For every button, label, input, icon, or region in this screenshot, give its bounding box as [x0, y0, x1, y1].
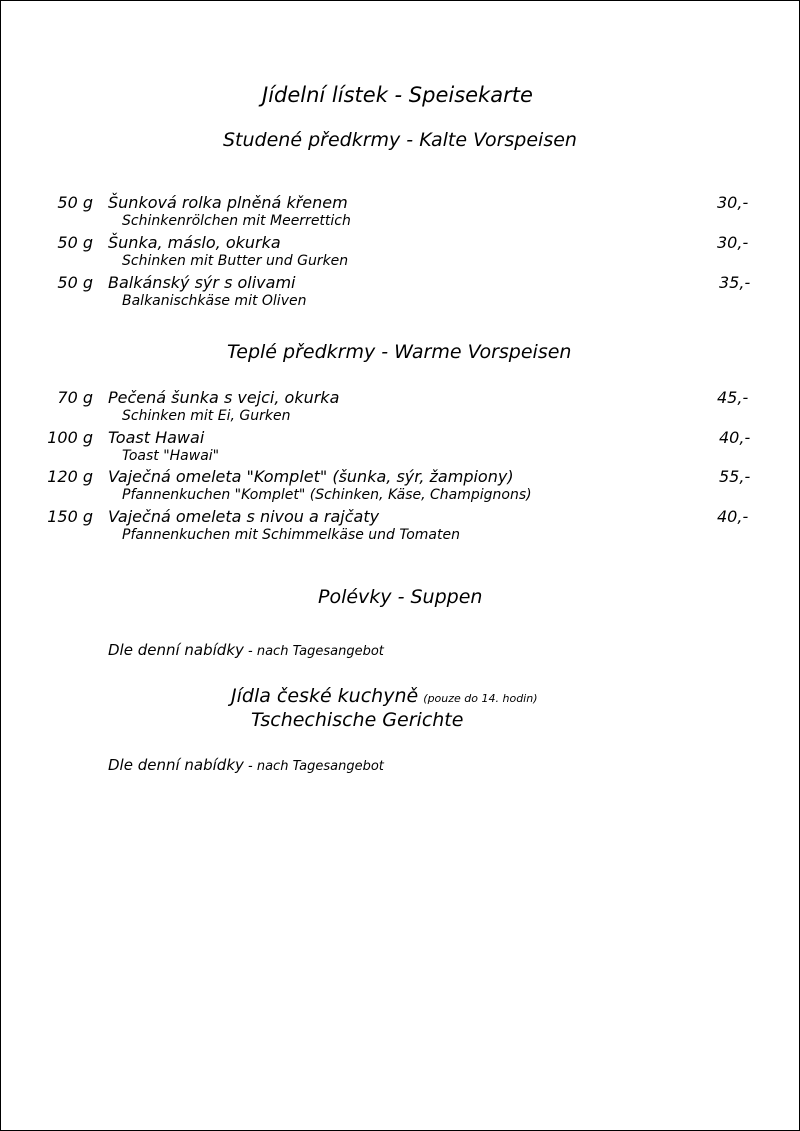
item-name: Šunka, máslo, okurka: [108, 233, 281, 252]
item-price: 30,-: [717, 193, 749, 212]
item-weight: 70 g: [57, 388, 93, 407]
item-subtitle: Schinken mit Ei, Gurken: [122, 408, 291, 424]
item-weight: 50 g: [57, 233, 93, 252]
item-weight: 50 g: [57, 273, 93, 292]
czech-heading-cz: Jídla české kuchyně: [231, 685, 419, 707]
daily-offer-main: Dle denní nabídky: [108, 641, 244, 659]
section-heading-czech: [231, 685, 538, 707]
item-subtitle: Schinken mit Butter und Gurken: [122, 253, 349, 269]
item-name: Toast Hawai: [108, 428, 205, 447]
item-price: 55,-: [719, 467, 751, 486]
item-weight: 120 g: [47, 467, 93, 486]
page-title: Jídelní lístek - Speisekarte: [262, 83, 533, 107]
item-subtitle: Balkanischkäse mit Oliven: [122, 293, 307, 309]
item-price: 40,-: [717, 507, 749, 526]
item-price: 40,-: [719, 428, 751, 447]
item-subtitle: Pfannenkuchen mit Schimmelkäse und Tomaten: [122, 527, 460, 543]
daily-offer-rest: - nach Tagesangebot: [243, 644, 384, 659]
item-name: Pečená šunka s vejci, okurka: [108, 388, 340, 407]
soups-daily-offer: [108, 640, 384, 659]
daily-offer-main: Dle denní nabídky: [108, 756, 244, 774]
czech-heading-note: (pouze do 14. hodin): [423, 692, 538, 705]
item-price: 30,-: [717, 233, 749, 252]
daily-offer-rest: - nach Tagesangebot: [243, 759, 384, 774]
item-subtitle: Pfannenkuchen "Komplet" (Schinken, Käse, Champignons): [122, 487, 532, 503]
item-weight: 150 g: [47, 507, 93, 526]
item-name: Balkánský sýr s olivami: [108, 273, 296, 292]
item-name: Vaječná omeleta "Komplet" (šunka, sýr, žampiony): [108, 467, 514, 486]
section-heading-soups: Polévky - Suppen: [318, 586, 483, 608]
item-price: 35,-: [719, 273, 751, 292]
czech-daily-offer: [108, 755, 384, 774]
item-name: Vaječná omeleta s nivou a rajčaty: [108, 507, 380, 526]
section-heading-cold: Studené předkrmy - Kalte Vorspeisen: [223, 129, 577, 151]
section-heading-warm: Teplé předkrmy - Warme Vorspeisen: [227, 341, 572, 363]
item-subtitle: Toast "Hawai": [122, 448, 220, 464]
item-weight: 50 g: [57, 193, 93, 212]
item-price: 45,-: [717, 388, 749, 407]
item-weight: 100 g: [47, 428, 93, 447]
item-name: Šunková rolka plněná křenem: [108, 193, 348, 212]
czech-heading-de: Tschechische Gerichte: [251, 709, 464, 731]
item-subtitle: Schinkenrölchen mit Meerrettich: [122, 213, 351, 229]
